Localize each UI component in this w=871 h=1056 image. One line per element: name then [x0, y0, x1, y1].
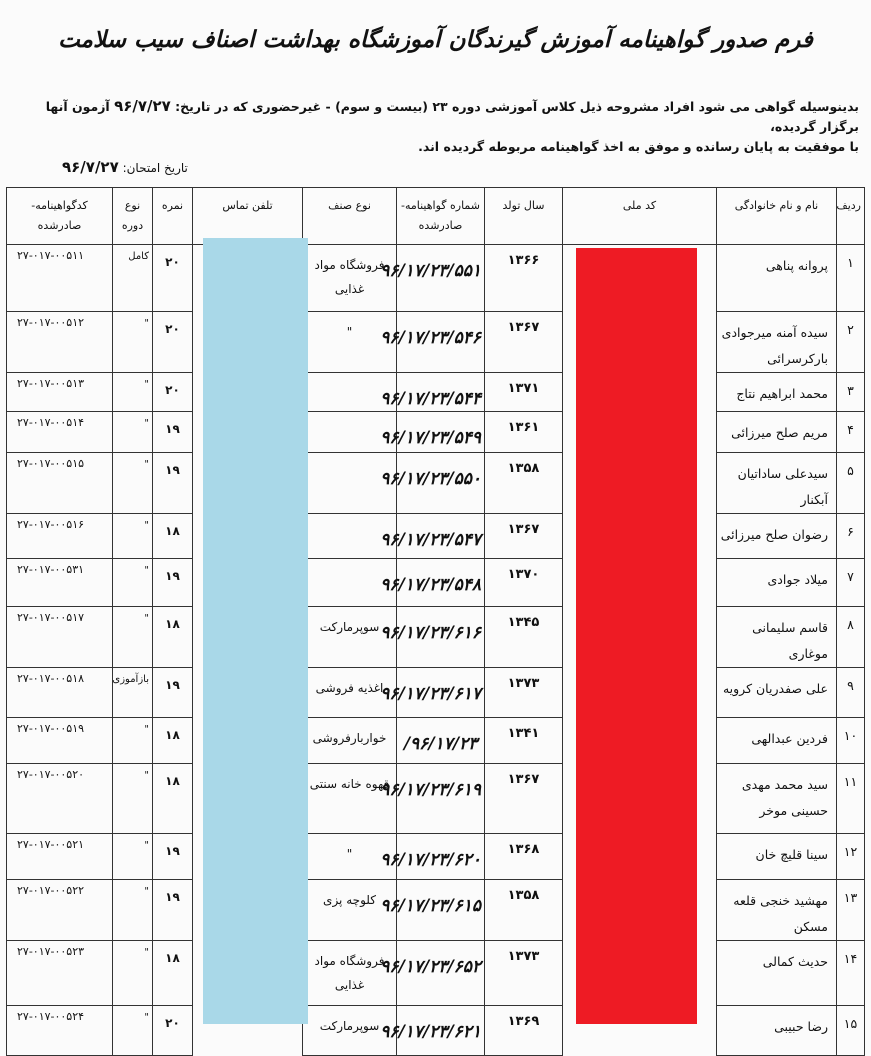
row-course-type: ": [113, 941, 153, 1006]
row-name: مهشید خنجی قلعه مسکن: [717, 880, 837, 941]
row-birth-year: ۱۳۶۷: [485, 764, 563, 834]
table-row: [7, 412, 865, 453]
row-birth-year: ۱۳۵۸: [485, 453, 563, 514]
table-header-row: [7, 188, 865, 245]
row-guild-type: خواربارفروشی: [303, 718, 397, 764]
row-index: ۱۴: [837, 941, 865, 1006]
row-cert-code: ۲۷-۰۱۷-۰۰۵۱۵: [7, 453, 113, 514]
row-course-type: ": [113, 834, 153, 880]
intro-line-1-after: آزمون آنها برگزار گردیده،: [45, 99, 859, 134]
row-score: ۱۹: [153, 453, 193, 514]
row-index: ۳: [837, 373, 865, 412]
row-index: ۱۱: [837, 764, 865, 834]
row-score: ۱۹: [153, 559, 193, 607]
row-course-type: ": [113, 453, 153, 514]
row-cert-code: ۲۷-۰۱۷-۰۰۵۱۴: [7, 412, 113, 453]
row-cert-code: ۲۷-۰۱۷-۰۰۵۲۳: [7, 941, 113, 1006]
row-cert-number: ۹۶/۱۷/۲۳/۵۴۴: [397, 373, 485, 412]
row-index: ۱۰: [837, 718, 865, 764]
exam-date: [62, 158, 188, 176]
row-course-type: ": [113, 373, 153, 412]
table-row: [7, 453, 865, 514]
phone-redaction-block: [203, 238, 308, 1024]
row-course-type: ": [113, 1006, 153, 1056]
row-index: ۴: [837, 412, 865, 453]
row-name: رضوان صلح میرزائی: [717, 514, 837, 559]
row-course-type: ": [113, 559, 153, 607]
row-birth-year: ۱۳۵۸: [485, 880, 563, 941]
page-title: فرم صدور گواهینامه آموزش گیرندگان آموزشگاه بهداشت اصناف سیب سلامت: [58, 26, 813, 53]
row-name: قاسم سلیمانی موغاری: [717, 607, 837, 668]
row-course-type: ": [113, 312, 153, 373]
header-name: نام و نام خانوادگی: [717, 188, 837, 245]
row-score: ۱۸: [153, 514, 193, 559]
row-name: حدیث کمالی: [717, 941, 837, 1006]
row-course-type: ": [113, 880, 153, 941]
row-course-type: ": [113, 764, 153, 834]
table-row: [7, 718, 865, 764]
row-score: ۱۹: [153, 880, 193, 941]
row-course-type: ": [113, 412, 153, 453]
row-cert-code: ۲۷-۰۱۷-۰۰۵۲۱: [7, 834, 113, 880]
row-name: سیدعلی ساداتیان آبکنار: [717, 453, 837, 514]
row-cert-number: ۹۶/۱۷/۲۳/۶۱۵: [397, 880, 485, 941]
row-guild-type: فروشگاه مواد غذایی: [303, 245, 397, 312]
table-row: [7, 312, 865, 373]
row-cert-code: ۲۷-۰۱۷-۰۰۵۱۶: [7, 514, 113, 559]
row-course-type: بازآموزی: [113, 668, 153, 718]
row-cert-number: ۹۶/۱۷/۲۳/۶۲۱: [397, 1006, 485, 1056]
row-birth-year: ۱۳۶۷: [485, 312, 563, 373]
national-id-redaction-block: [576, 248, 697, 1024]
header-index: ردیف: [837, 188, 865, 245]
row-cert-code: ۲۷-۰۱۷-۰۰۵۱۲: [7, 312, 113, 373]
row-cert-code: ۲۷-۰۱۷-۰۰۵۲۲: [7, 880, 113, 941]
row-cert-number: ۹۶/۱۷/۲۳/۵۵۰: [397, 453, 485, 514]
row-cert-number: ۹۶/۱۷/۲۳/۵۴۹: [397, 412, 485, 453]
row-birth-year: ۱۳۷۰: [485, 559, 563, 607]
table-row: [7, 373, 865, 412]
row-cert-code: ۲۷-۰۱۷-۰۰۵۲۰: [7, 764, 113, 834]
row-birth-year: ۱۳۶۷: [485, 514, 563, 559]
header-birth-year: سال تولد: [485, 188, 563, 245]
row-name: سینا قلیچ خان: [717, 834, 837, 880]
header-course-type: نوع دوره: [113, 188, 153, 245]
row-birth-year: ۱۳۶۹: [485, 1006, 563, 1056]
exam-date-value: ۹۶/۷/۲۷: [62, 158, 119, 176]
intro-line-1-before: بدینوسیله گواهی می شود افراد مشروحه ذیل کلاس آموزشی دوره ۲۳ (بیست و سوم) - غیرحضوری که در تاریخ:: [175, 99, 859, 114]
row-cert-code: ۲۷-۰۱۷-۰۰۵۱۷: [7, 607, 113, 668]
row-score: ۱۹: [153, 668, 193, 718]
row-score: ۱۸: [153, 764, 193, 834]
intro-line-2: با موفقیت به پایان رسانده و موفق به اخذ گواهینامه مربوطه گردیده اند.: [418, 139, 859, 154]
table-row: [7, 668, 865, 718]
row-course-type: ": [113, 718, 153, 764]
table-row: [7, 245, 865, 312]
row-birth-year: ۱۳۴۵: [485, 607, 563, 668]
row-index: ۲: [837, 312, 865, 373]
row-cert-number: ۹۶/۱۷/۲۳/۵۴۷: [397, 514, 485, 559]
row-name: میلاد جوادی: [717, 559, 837, 607]
row-guild-type: اغذیه فروشی: [303, 668, 397, 718]
row-name: سیده آمنه میرجوادی بارکرسرائی: [717, 312, 837, 373]
row-cert-number: ۹۶/۱۷/۲۳/۶۱۷: [397, 668, 485, 718]
table-row: [7, 514, 865, 559]
row-name: مریم صلح میرزائی: [717, 412, 837, 453]
header-score: نمره: [153, 188, 193, 245]
row-guild-type: فروشگاه مواد غذایی: [303, 941, 397, 1006]
table-row: [7, 559, 865, 607]
row-cert-code: ۲۷-۰۱۷-۰۰۵۲۴: [7, 1006, 113, 1056]
row-score: ۲۰: [153, 1006, 193, 1056]
row-score: ۱۹: [153, 834, 193, 880]
exam-date-label: تاریخ امتحان:: [122, 161, 188, 175]
row-birth-year: ۱۳۴۱: [485, 718, 563, 764]
row-cert-number: ۹۶/۱۷/۲۳/: [397, 718, 485, 764]
header-guild-type: نوع صنف: [303, 188, 397, 245]
row-course-type: کامل: [113, 245, 153, 312]
header-cert-code: کدگواهینامه- صادرشده: [7, 188, 113, 245]
row-guild-type: سوپرمارکت: [303, 1006, 397, 1056]
row-guild-type: کلوچه پزی: [303, 880, 397, 941]
row-cert-code: ۲۷-۰۱۷-۰۰۵۱۹: [7, 718, 113, 764]
row-cert-code: ۲۷-۰۱۷-۰۰۵۱۸: [7, 668, 113, 718]
header-national-id: کد ملی: [563, 188, 717, 245]
row-index: ۱: [837, 245, 865, 312]
row-guild-type: ": [303, 834, 397, 880]
row-index: ۱۳: [837, 880, 865, 941]
row-course-type: ": [113, 607, 153, 668]
row-cert-number: ۹۶/۱۷/۲۳/۵۴۸: [397, 559, 485, 607]
row-name: علی صفدریان کرویه: [717, 668, 837, 718]
row-cert-number: ۹۶/۱۷/۲۳/۶۵۲: [397, 941, 485, 1006]
intro-exam-date: ۹۶/۷/۲۷: [114, 97, 171, 115]
header-cert-number: شماره گواهینامه- صادرشده: [397, 188, 485, 245]
row-birth-year: ۱۳۶۶: [485, 245, 563, 312]
row-index: ۵: [837, 453, 865, 514]
row-name: سید محمد مهدی حسینی موخر: [717, 764, 837, 834]
row-index: ۷: [837, 559, 865, 607]
row-birth-year: ۱۳۷۳: [485, 668, 563, 718]
intro-text: [9, 96, 859, 157]
row-name: فردین عبدالهی: [717, 718, 837, 764]
table-row: [7, 941, 865, 1006]
row-name: رضا حبیبی: [717, 1006, 837, 1056]
row-cert-number: ۹۶/۱۷/۲۳/۵۵۱: [397, 245, 485, 312]
row-index: ۶: [837, 514, 865, 559]
row-name: پروانه پناهی: [717, 245, 837, 312]
row-cert-number: ۹۶/۱۷/۲۳/۶۲۰: [397, 834, 485, 880]
row-guild-type: ": [303, 312, 397, 373]
table-row: [7, 1006, 865, 1056]
row-index: ۱۵: [837, 1006, 865, 1056]
table-row: [7, 834, 865, 880]
row-score: ۱۸: [153, 941, 193, 1006]
row-score: ۱۹: [153, 412, 193, 453]
certificate-table: [6, 187, 865, 1056]
table-row: [7, 607, 865, 668]
row-birth-year: ۱۳۶۱: [485, 412, 563, 453]
table-row: [7, 764, 865, 834]
row-course-type: ": [113, 514, 153, 559]
row-guild-type: قهوه خانه سنتی: [303, 764, 397, 834]
row-score: ۱۸: [153, 718, 193, 764]
row-cert-number: ۹۶/۱۷/۲۳/۵۴۶: [397, 312, 485, 373]
row-birth-year: ۱۳۷۳: [485, 941, 563, 1006]
row-cert-code: ۲۷-۰۱۷-۰۰۵۱۱: [7, 245, 113, 312]
row-score: ۲۰: [153, 245, 193, 312]
row-index: ۹: [837, 668, 865, 718]
row-name: محمد ابراهیم نتاج: [717, 373, 837, 412]
intro-line-1: [9, 96, 859, 137]
row-score: ۱۸: [153, 607, 193, 668]
row-cert-code: ۲۷-۰۱۷-۰۰۵۱۳: [7, 373, 113, 412]
row-cert-code: ۲۷-۰۱۷-۰۰۵۳۱: [7, 559, 113, 607]
row-score: ۲۰: [153, 312, 193, 373]
header-phone: تلفن تماس: [193, 188, 303, 245]
row-cert-number: ۹۶/۱۷/۲۳/۶۱۹: [397, 764, 485, 834]
table-row: [7, 880, 865, 941]
row-index: ۱۲: [837, 834, 865, 880]
row-score: ۲۰: [153, 373, 193, 412]
row-birth-year: ۱۳۶۸: [485, 834, 563, 880]
row-cert-number: ۹۶/۱۷/۲۳/۶۱۶: [397, 607, 485, 668]
row-birth-year: ۱۳۷۱: [485, 373, 563, 412]
row-guild-type: سوپرمارکت: [303, 607, 397, 668]
row-index: ۸: [837, 607, 865, 668]
